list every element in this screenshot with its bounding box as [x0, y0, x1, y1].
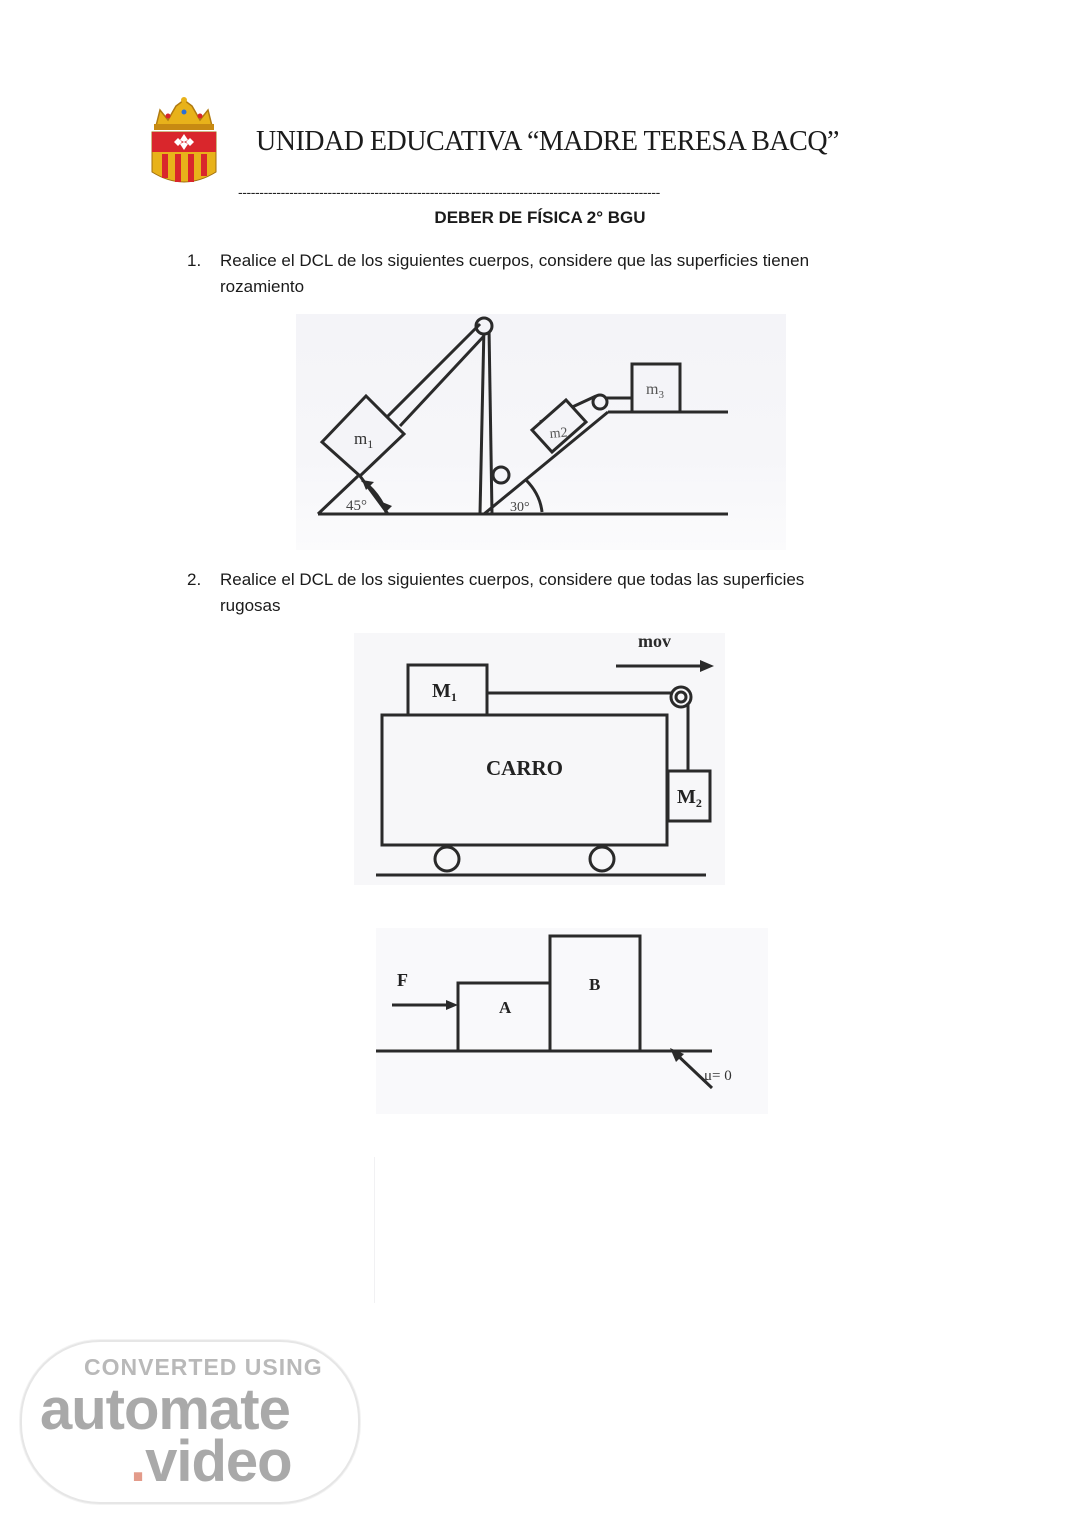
force-label: F: [397, 970, 408, 990]
question-2-text: Realice el DCL de los siguientes cuerpos, considere que todas las superficies: [220, 570, 805, 589]
block-m1-label: $m_1$: [354, 429, 374, 451]
motion-label: mov: [638, 633, 671, 651]
friction-label: μ= 0: [704, 1068, 732, 1084]
figure-inclined-planes: [296, 314, 786, 550]
header-divider: ---------------------------------------------------------------------------------------------------: [238, 184, 660, 200]
school-name: UNIDAD EDUCATIVA “MADRE TERESA BACQ”: [256, 126, 839, 157]
question-1-number: 1.: [187, 251, 202, 270]
cart-label: CARRO: [486, 756, 563, 780]
block-b-label: B: [589, 975, 601, 994]
question-2-continuation: rugosas: [220, 596, 281, 615]
school-crest-icon: [146, 96, 222, 188]
block-M1-label: $M_1$: [432, 680, 457, 704]
angle-30-label: 30°: [510, 500, 530, 515]
figure-placeholder: [374, 1157, 645, 1303]
document-title: DEBER DE FÍSICA 2° BGU: [434, 208, 646, 227]
block-a-label: A: [499, 998, 512, 1017]
angle-45-label: 45°: [346, 498, 367, 514]
question-1-text: Realice el DCL de los siguientes cuerpos, considere que las superficies tienen rozamiento: [220, 251, 810, 296]
watermark-line3: .video: [130, 1429, 292, 1494]
block-M2-label: $M_2$: [677, 786, 702, 810]
watermark-line1: CONVERTED USING: [84, 1354, 323, 1380]
figure-cart-blocks: [354, 633, 725, 885]
block-m3-label: $m_3$: [646, 381, 664, 401]
block-m2-label: m2: [549, 425, 569, 442]
figure-blocks-ab: [376, 928, 768, 1114]
watermark-line2: automate: [40, 1377, 290, 1442]
question-2-number: 2.: [187, 570, 202, 589]
